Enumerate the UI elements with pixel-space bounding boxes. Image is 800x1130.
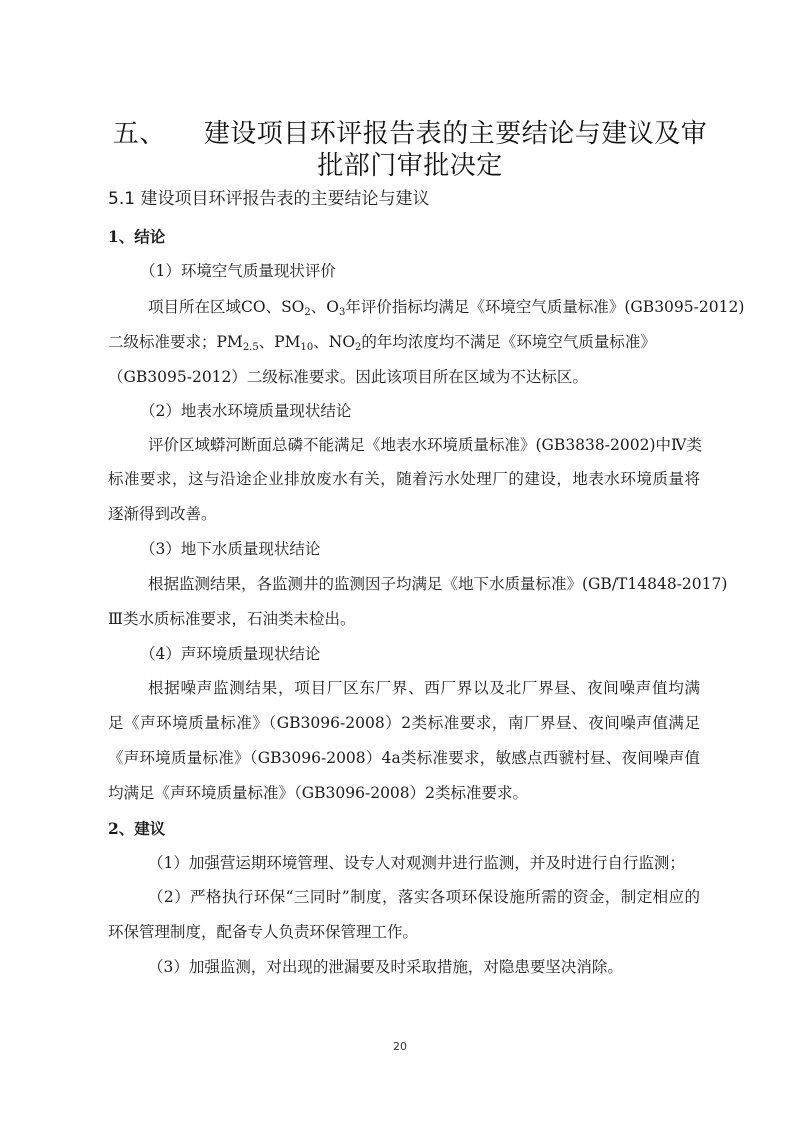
air-paragraph-line1 (148, 296, 745, 318)
no2-subscript: 2 (355, 342, 362, 353)
air-quality-heading: （1）环境空气质量现状评价 (140, 262, 336, 280)
air-l2-b: 、PM (258, 333, 301, 351)
noise-line4: 均满足《声环境质量标准》（GB3096-2008）2类标准要求。 (108, 784, 529, 802)
suggestion-2-line1: （2）严格执行环保“三同时”制度，落实各项环保设施所需的资金，制定相应的 (148, 888, 700, 906)
suggestion-3: （3）加强监测，对出现的泄漏要及时采取措施，对隐患要坚决消除。 (148, 958, 623, 976)
surface-water-heading: （2）地表水环境质量现状结论 (140, 402, 352, 420)
chapter-title-line1 (100, 118, 720, 150)
noise-heading: （4）声环境质量现状结论 (140, 645, 321, 663)
section-heading: 5.1 建设项目环评报告表的主要结论与建议 (108, 189, 430, 209)
so2-subscript: 2 (304, 307, 311, 318)
page-number: 20 (393, 1040, 407, 1053)
air-l1-a: 项目所在区域CO、SO (148, 298, 305, 316)
chapter-title-text-1: 建设项目环评报告表的主要结论与建议及审 (203, 119, 708, 149)
chapter-number: 五、 (112, 119, 166, 149)
noise-line1: 根据噪声监测结果，项目厂区东厂界、西厂界以及北厂界昼、夜间噪声值均满 (148, 679, 700, 697)
air-l1-c: 年评价指标均满足《环境空气质量标准》(GB3095-2012) (345, 298, 745, 316)
suggestion-1: （1）加强营运期环境管理、设专人对观测井进行监测，并及时进行自行监测； (148, 854, 685, 872)
air-paragraph-line3: （GB3095-2012）二级标准要求。因此该项目所在区域为不达标区。 (108, 368, 588, 386)
air-l2-a: 二级标准要求；PM (108, 333, 243, 351)
surface-water-line3: 逐渐得到改善。 (108, 505, 217, 523)
suggestion-heading: 2、建议 (108, 819, 166, 838)
surface-water-line1: 评价区域蟒河断面总磷不能满足《地表水环境质量标准》(GB3838-2002)中Ⅳ类 (148, 436, 702, 454)
air-paragraph-line2 (108, 331, 708, 353)
air-l2-c: 、NO (313, 333, 356, 351)
surface-water-line2: 标准要求，这与沿途企业排放废水有关，随着污水处理厂的建设，地表水环境质量将 (108, 470, 700, 488)
air-l2-d: 的年均浓度均不满足《环境空气质量标准》 (361, 333, 656, 351)
conclusion-heading: 1、结论 (108, 227, 166, 246)
groundwater-heading: （3）地下水质量现状结论 (140, 540, 321, 558)
pm10-subscript: 10 (300, 342, 314, 353)
groundwater-line1: 根据监测结果，各监测井的监测因子均满足《地下水质量标准》(GB/T14848-2017) (148, 575, 728, 593)
noise-line3: 《声环境质量标准》（GB3096-2008）4a类标准要求，敏感点西虢村昼、夜间噪声值 (108, 749, 700, 767)
groundwater-line2: Ⅲ类水质标准要求，石油类未检出。 (108, 610, 356, 628)
air-l1-b: 、O (310, 298, 339, 316)
suggestion-2-line2: 环保管理制度，配备专人负责环保管理工作。 (108, 923, 419, 941)
chapter-title-line2: 批部门审批决定 (317, 151, 503, 181)
noise-line2: 足《声环境质量标准》（GB3096-2008）2类标准要求，南厂界昼、夜间噪声值满足 (108, 714, 700, 732)
o3-subscript: 3 (339, 307, 346, 318)
pm25-subscript: 2.5 (242, 342, 259, 353)
